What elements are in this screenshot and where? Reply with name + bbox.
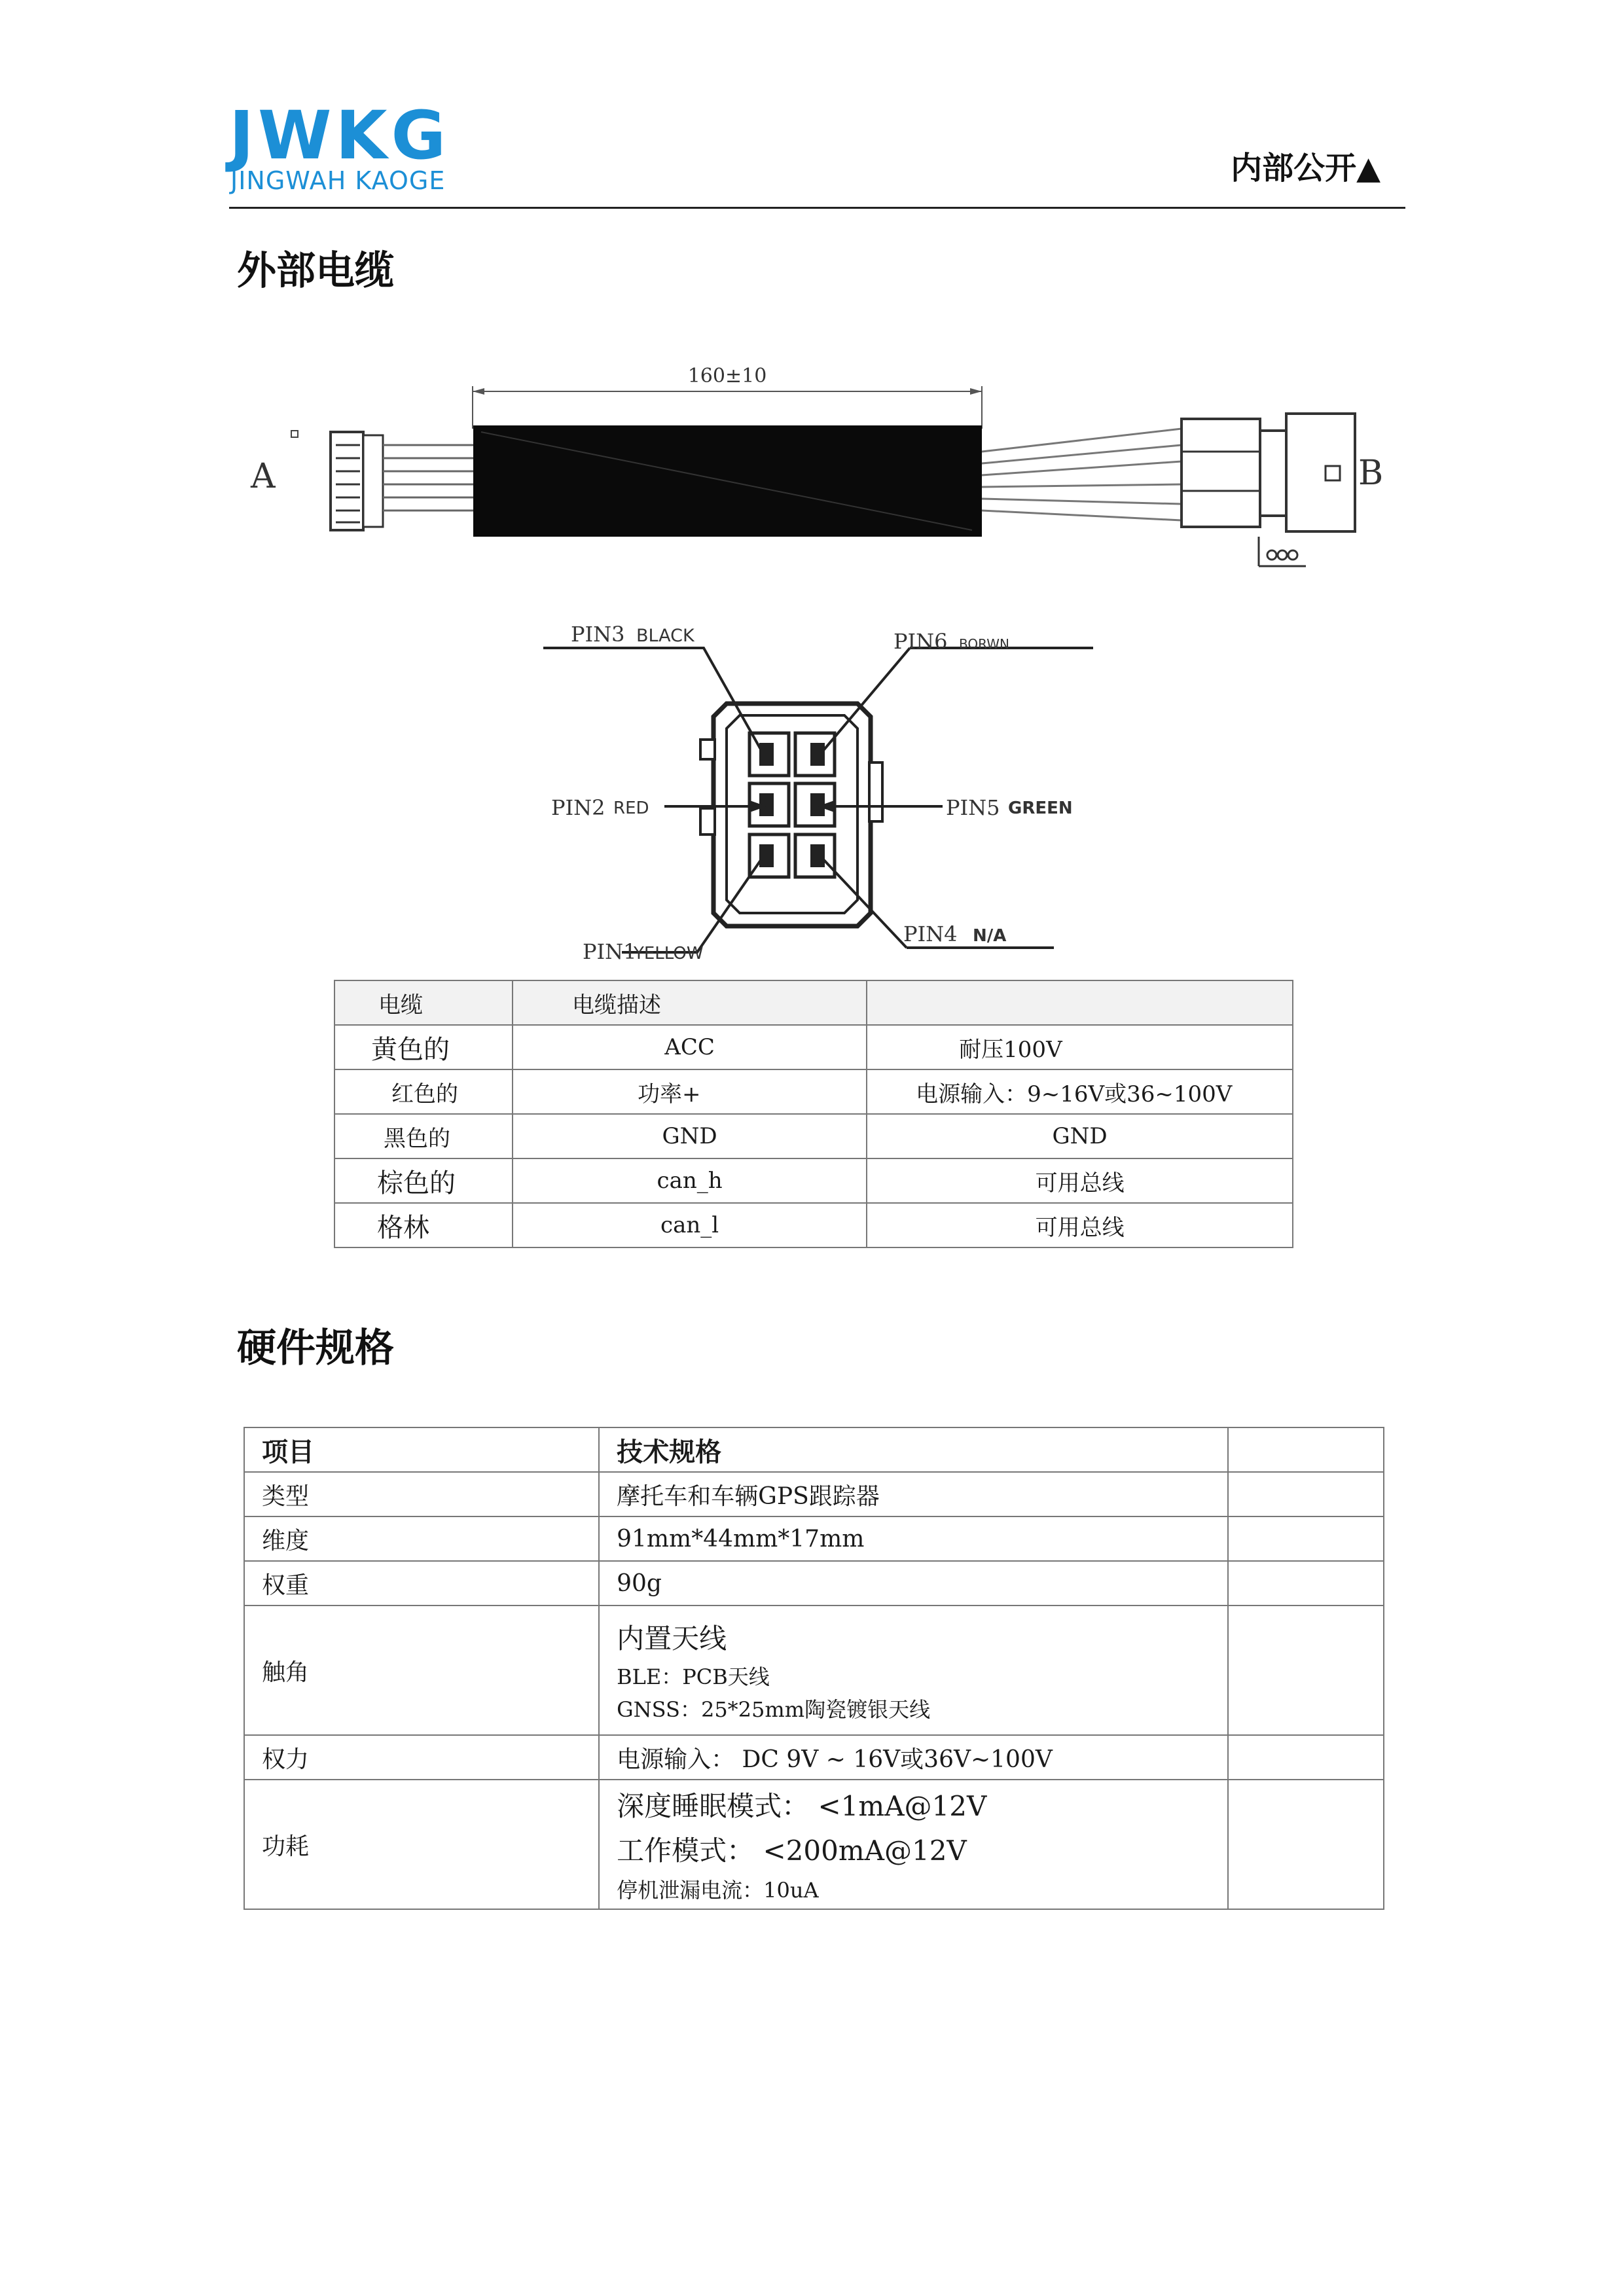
cable-note-cell: 耐压100V xyxy=(867,1025,1293,1069)
antenna-line: GNSS：25*25mm陶瓷镀银天线 xyxy=(617,1697,931,1722)
spec-extra-cell xyxy=(1228,1561,1384,1605)
cable-desc-cell: can_l xyxy=(513,1203,867,1247)
spec-extra-cell xyxy=(1228,1472,1384,1516)
cable-color-cell: 棕色的 xyxy=(334,1158,513,1203)
table-header-row xyxy=(334,980,1293,1025)
pin4-color-label: N/A xyxy=(973,926,1007,946)
header-cell xyxy=(1228,1427,1384,1472)
cable-color-cell: 黑色的 xyxy=(334,1114,513,1158)
cable-note-cell: GND xyxy=(867,1114,1293,1158)
spec-label-cell: 维度 xyxy=(244,1516,599,1561)
logo-main-text: JWKG xyxy=(229,97,450,175)
table-row xyxy=(244,1561,1384,1605)
connector-pinout-drawing xyxy=(537,612,1100,965)
classification-label: 内部公开▲ xyxy=(1231,150,1380,187)
header-cell: 项目 xyxy=(244,1427,599,1472)
pin1-color-label: YELLOW xyxy=(634,944,704,963)
cable-note-cell: 可用总线 xyxy=(867,1158,1293,1203)
pin6-label: PIN6 xyxy=(893,629,948,654)
table-row xyxy=(244,1605,1384,1735)
table-row xyxy=(334,1114,1293,1158)
pin5-label: PIN5 xyxy=(946,795,1000,820)
spec-value-cell xyxy=(599,1780,1228,1909)
table-row xyxy=(244,1780,1384,1909)
pin2-label: PIN2 xyxy=(551,795,605,820)
antenna-line: 内置天线 xyxy=(617,1623,727,1655)
section-title-external-cable: 外部电缆 xyxy=(237,248,394,294)
spec-label-cell: 触角 xyxy=(244,1605,599,1735)
cable-desc-cell: can_h xyxy=(513,1158,867,1203)
cable-desc-cell: GND xyxy=(513,1114,867,1158)
header-cell: 技术规格 xyxy=(599,1427,1228,1472)
consumption-line: 停机泄漏电流：10uA xyxy=(617,1878,819,1903)
dimension-label: 160±10 xyxy=(687,365,767,387)
consumption-line: 深度睡眠模式： <1mA@12V xyxy=(617,1790,987,1822)
cable-table xyxy=(334,980,1293,1248)
pin4-label: PIN4 xyxy=(903,922,958,946)
header-cell: 电缆 xyxy=(334,980,513,1025)
spec-label-cell: 权力 xyxy=(244,1735,599,1780)
cable-color-cell: 黄色的 xyxy=(334,1025,513,1069)
table-row xyxy=(334,1203,1293,1247)
cable-color-cell: 格林 xyxy=(334,1203,513,1247)
pin1-label: PIN1 xyxy=(583,939,637,964)
header-cell: 电缆描述 xyxy=(513,980,867,1025)
end-b-label: B xyxy=(1358,454,1384,493)
spec-value-cell: 摩托车和车辆GPS跟踪器 xyxy=(599,1472,1228,1516)
spec-extra-cell xyxy=(1228,1605,1384,1735)
pin3-color-label: BLACK xyxy=(636,626,695,646)
cable-desc-cell: ACC xyxy=(513,1025,867,1069)
end-a-label: A xyxy=(251,457,276,496)
spec-value-cell: 90g xyxy=(599,1561,1228,1605)
header-cell xyxy=(867,980,1293,1025)
pin6-color-label: BORWN xyxy=(959,636,1009,652)
table-row xyxy=(244,1516,1384,1561)
spec-label-cell: 类型 xyxy=(244,1472,599,1516)
logo-sub-text: JINGWAH KAOGE xyxy=(230,166,446,195)
table-row xyxy=(244,1735,1384,1780)
cable-note-cell: 可用总线 xyxy=(867,1203,1293,1247)
spec-extra-cell xyxy=(1228,1780,1384,1909)
table-row xyxy=(244,1472,1384,1516)
table-row xyxy=(334,1158,1293,1203)
spec-extra-cell xyxy=(1228,1516,1384,1561)
spec-value-cell: 91mm*44mm*17mm xyxy=(599,1516,1228,1561)
spec-value-cell xyxy=(599,1605,1228,1735)
table-header-row xyxy=(244,1427,1384,1472)
table-row xyxy=(334,1069,1293,1114)
header-divider xyxy=(229,207,1405,209)
company-logo xyxy=(229,97,491,195)
cable-color-cell: 红色的 xyxy=(334,1069,513,1114)
spec-value-cell: 电源输入： DC 9V ~ 16V或36V~100V xyxy=(599,1735,1228,1780)
table-row xyxy=(334,1025,1293,1069)
pin2-color-label: RED xyxy=(613,798,649,818)
pin3-label: PIN3 xyxy=(571,622,625,647)
section-title-hardware-spec: 硬件规格 xyxy=(237,1325,394,1371)
spec-label-cell: 功耗 xyxy=(244,1780,599,1909)
antenna-line: BLE：PCB天线 xyxy=(617,1664,770,1689)
spec-label-cell: 权重 xyxy=(244,1561,599,1605)
cable-drawing xyxy=(232,353,1404,576)
consumption-line: 工作模式： <200mA@12V xyxy=(617,1835,967,1867)
cable-note-cell: 电源输入：9~16V或36~100V xyxy=(867,1069,1293,1114)
pin5-color-label: GREEN xyxy=(1008,798,1073,818)
spec-table xyxy=(244,1427,1384,1910)
spec-extra-cell xyxy=(1228,1735,1384,1780)
cable-desc-cell: 功率+ xyxy=(513,1069,867,1114)
